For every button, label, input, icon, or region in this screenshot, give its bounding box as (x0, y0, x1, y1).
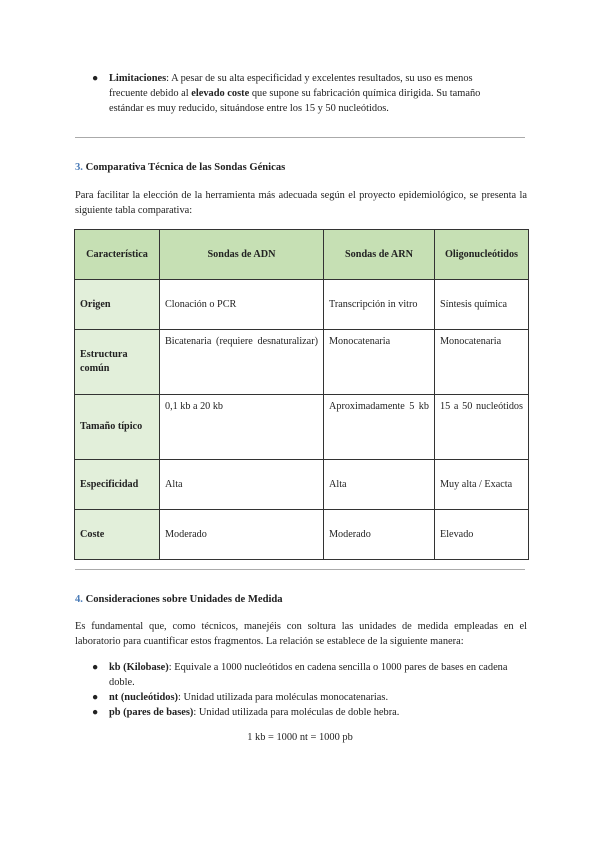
table-row-label: Tamaño típico (75, 395, 160, 460)
unit-term: kb (Kilobase) (109, 662, 169, 673)
table-cell: Elevado (435, 510, 529, 560)
unit-desc: : Unidad utilizada para moléculas monocatenarias. (178, 692, 389, 703)
table-row (75, 280, 529, 330)
bullet-dot-icon: ● (92, 707, 99, 718)
bullet-bold-phrase: elevado coste (191, 88, 250, 99)
unit-desc: : Unidad utilizada para moléculas de doble hebra. (193, 707, 400, 718)
table-row (75, 510, 529, 560)
table-cell: Muy alta / Exacta (435, 460, 529, 510)
section-title-text: Comparativa Técnica de las Sondas Génicas (85, 162, 286, 173)
table-cell: Monocatenaria (435, 330, 529, 395)
bullet-label: Limitaciones (109, 73, 167, 84)
table-cell: Moderado (324, 510, 435, 560)
table-row-label: Estructura común (75, 330, 160, 395)
table-cell: 15 a 50 nucleótidos (435, 395, 529, 460)
divider (75, 569, 525, 570)
limitations-bullet (92, 71, 512, 116)
list-item (92, 705, 512, 720)
divider (75, 137, 525, 138)
section-3-intro: Para facilitar la elección de la herramienta más adecuada según el proyecto epidemiológico, se presenta la siguiente tabla comparativa: (75, 190, 527, 216)
bullet-item (92, 71, 512, 116)
units-list (92, 660, 512, 720)
bullet-dot-icon: ● (92, 692, 99, 703)
table-cell: Aproximadamente 5 kb (324, 395, 435, 460)
table-row-label: Origen (75, 280, 160, 330)
table-row-label: Especificidad (75, 460, 160, 510)
bullet-text: : A pesar de su alta especificidad y excelentes resultados, su uso es menos frecuente debido al (109, 73, 473, 99)
unit-term: nt (nucleótidos) (109, 692, 178, 703)
section-4-title (75, 594, 283, 605)
unit-formula: 1 kb = 1000 nt = 1000 pb (247, 732, 353, 743)
bullet-dot-icon: ● (92, 73, 99, 84)
section-3-title (75, 162, 285, 173)
table-cell: Bicatenaria (requiere desnaturalizar) (160, 330, 324, 395)
table-header-row (75, 230, 529, 280)
table-cell: Moderado (160, 510, 324, 560)
table-header-cell: Oligonucleótidos (435, 230, 529, 280)
table-row (75, 330, 529, 395)
table-row-label: Coste (75, 510, 160, 560)
table-cell: 0,1 kb a 20 kb (160, 395, 324, 460)
table-row (75, 460, 529, 510)
bullet-text-continued: que supone su fabricación química dirigida. Su tamaño estándar es muy reducido, situándose entre los 15 y 50 nucleótidos. (109, 88, 481, 114)
comparison-table (74, 229, 529, 560)
table-cell: Clonación o PCR (160, 280, 324, 330)
table-row (75, 395, 529, 460)
unit-term: pb (pares de bases) (109, 707, 194, 718)
list-item (92, 690, 512, 705)
table-cell: Alta (160, 460, 324, 510)
table-header-cell: Sondas de ARN (324, 230, 435, 280)
table-cell: Alta (324, 460, 435, 510)
list-item (92, 660, 512, 690)
section-title-text: Consideraciones sobre Unidades de Medida (85, 594, 283, 605)
section-number: 4. (75, 594, 83, 605)
section-4-intro: Es fundamental que, como técnicos, manejéis con soltura las unidades de medida empleadas en el laboratorio para cuantificar estos fragmentos. La relación se establece de la siguiente manera: (75, 621, 527, 647)
bullet-dot-icon: ● (92, 662, 99, 673)
section-number: 3. (75, 162, 83, 173)
table-cell: Monocatenaria (324, 330, 435, 395)
unit-desc: : Equivale a 1000 nucleótidos en cadena sencilla o 1000 pares de bases en cadena doble. (109, 662, 508, 688)
table-cell: Síntesis química (435, 280, 529, 330)
table-header-cell: Sondas de ADN (160, 230, 324, 280)
table-cell: Transcripción in vitro (324, 280, 435, 330)
table-header-cell: Característica (75, 230, 160, 280)
